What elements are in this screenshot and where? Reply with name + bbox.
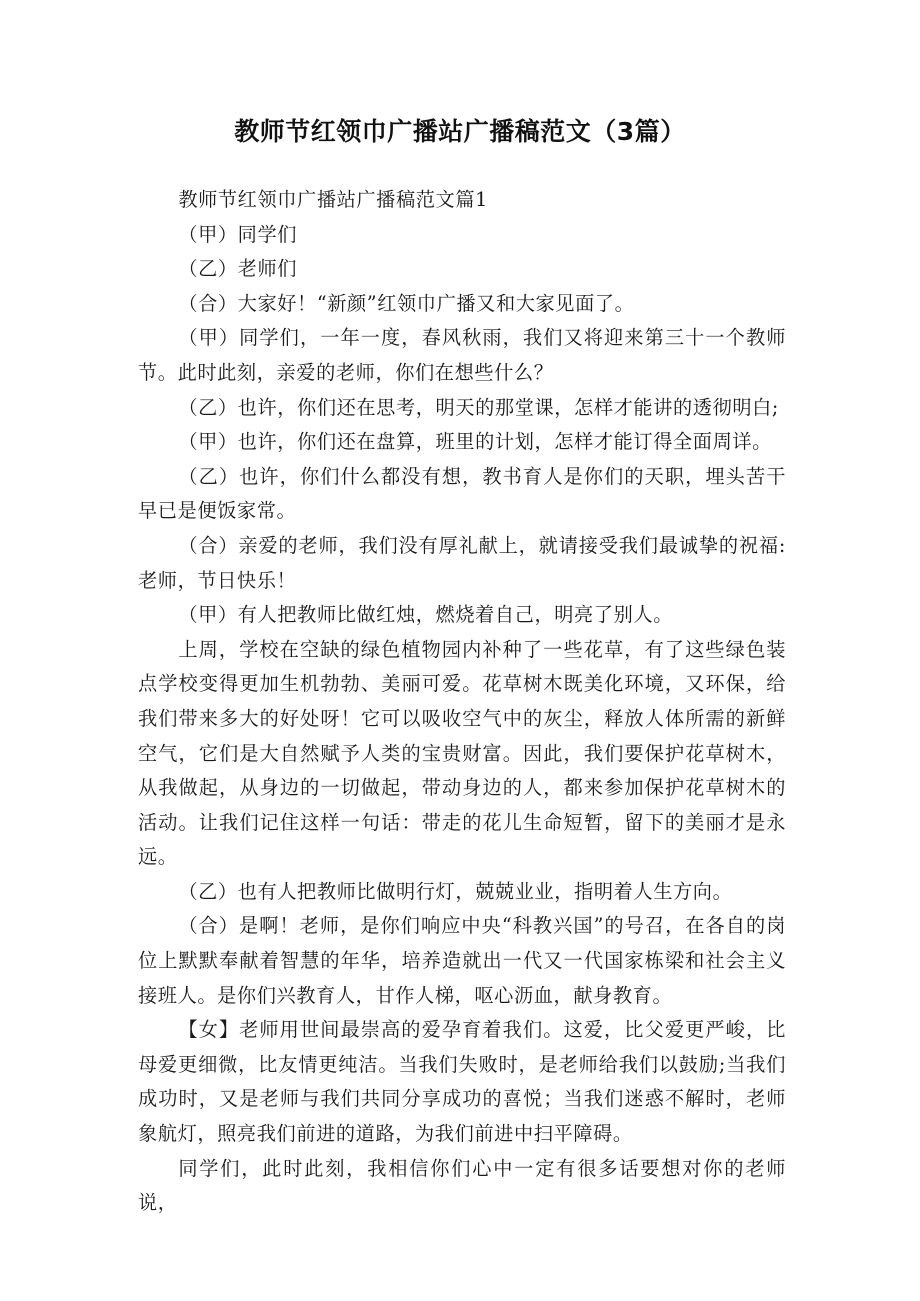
paragraph: 上周，学校在空缺的绿色植物园内补种了一些花草，有了这些绿色装点学校变得更加生机勃勃、美丽可爱。花草树木既美化环境，又环保，给我们带来多大的好处呀！它可以吸收空气中的灰尘，释放人体所需的新鲜空气，它们是大自然赋予人类的宝贵财富。因此，我们要保护花草树木，从我做起，从身边的一切做起，带动身边的人，都来参加保护花草树木的活动。让我们记住这样一句话：带走的花儿生命短暂，留下的美丽才是永远。 — [138, 637, 786, 869]
paragraph: （乙）老师们 — [178, 257, 298, 281]
paragraph: （乙）也许，你们什么都没有想，教书育人是你们的天职，埋头苦干早已是便饭家常。 — [138, 464, 786, 523]
document-body — [138, 183, 786, 1221]
paragraph: （合）是啊！老师，是你们响应中央“科教兴国”的号召，在各自的岗位上默默奉献着智慧的年华，培养造就出一代又一代国家栋梁和社会主义接班人。是你们兴教育人，甘作人梯，呕心沥血，献身教育。 — [138, 914, 786, 1007]
paragraph: （甲）有人把教师比做红烛，燃烧着自己，明亮了别人。 — [178, 603, 673, 627]
paragraph: （合）亲爱的老师，我们没有厚礼献上，就请接受我们最诚挚的祝福:老师，节日快乐！ — [138, 533, 786, 592]
paragraph: （乙）也有人把教师比做明行灯，兢兢业业，指明着人生方向。 — [178, 879, 733, 903]
paragraph: 同学们，此时此刻，我相信你们心中一定有很多话要想对你的老师说， — [138, 1156, 786, 1215]
paragraph: （甲）同学们 — [178, 222, 298, 246]
paragraph: （乙）也许，你们还在思考，明天的那堂课，怎样才能讲的透彻明白; — [178, 395, 780, 419]
paragraph: （甲）同学们，一年一度，春风秋雨，我们又将迎来第三十一个教师节。此时此刻，亲爱的老师，你们在想些什么？ — [138, 326, 786, 384]
paragraph: 【女】老师用世间最崇高的爱孕育着我们。这爱，比父爱更严峻，比母爱更细微，比友情更纯洁。当我们失败时，是老师给我们以鼓励;当我们成功时，又是老师与我们共同分享成功的喜悦；当我们迷惑不解时，老师象航灯，照亮我们前进的道路，为我们前进中扫平障碍。 — [138, 1018, 786, 1146]
paragraph: （合）大家好！“新颜”红领巾广播又和大家见面了。 — [178, 291, 635, 315]
paragraph: （甲）也许，你们还在盘算，班里的计划，怎样才能订得全面周详。 — [178, 430, 772, 454]
section-heading: 教师节红领巾广播站广播稿范文篇1 — [178, 188, 488, 211]
document-title: 教师节红领巾广播站广播稿范文（3篇） — [234, 117, 686, 146]
